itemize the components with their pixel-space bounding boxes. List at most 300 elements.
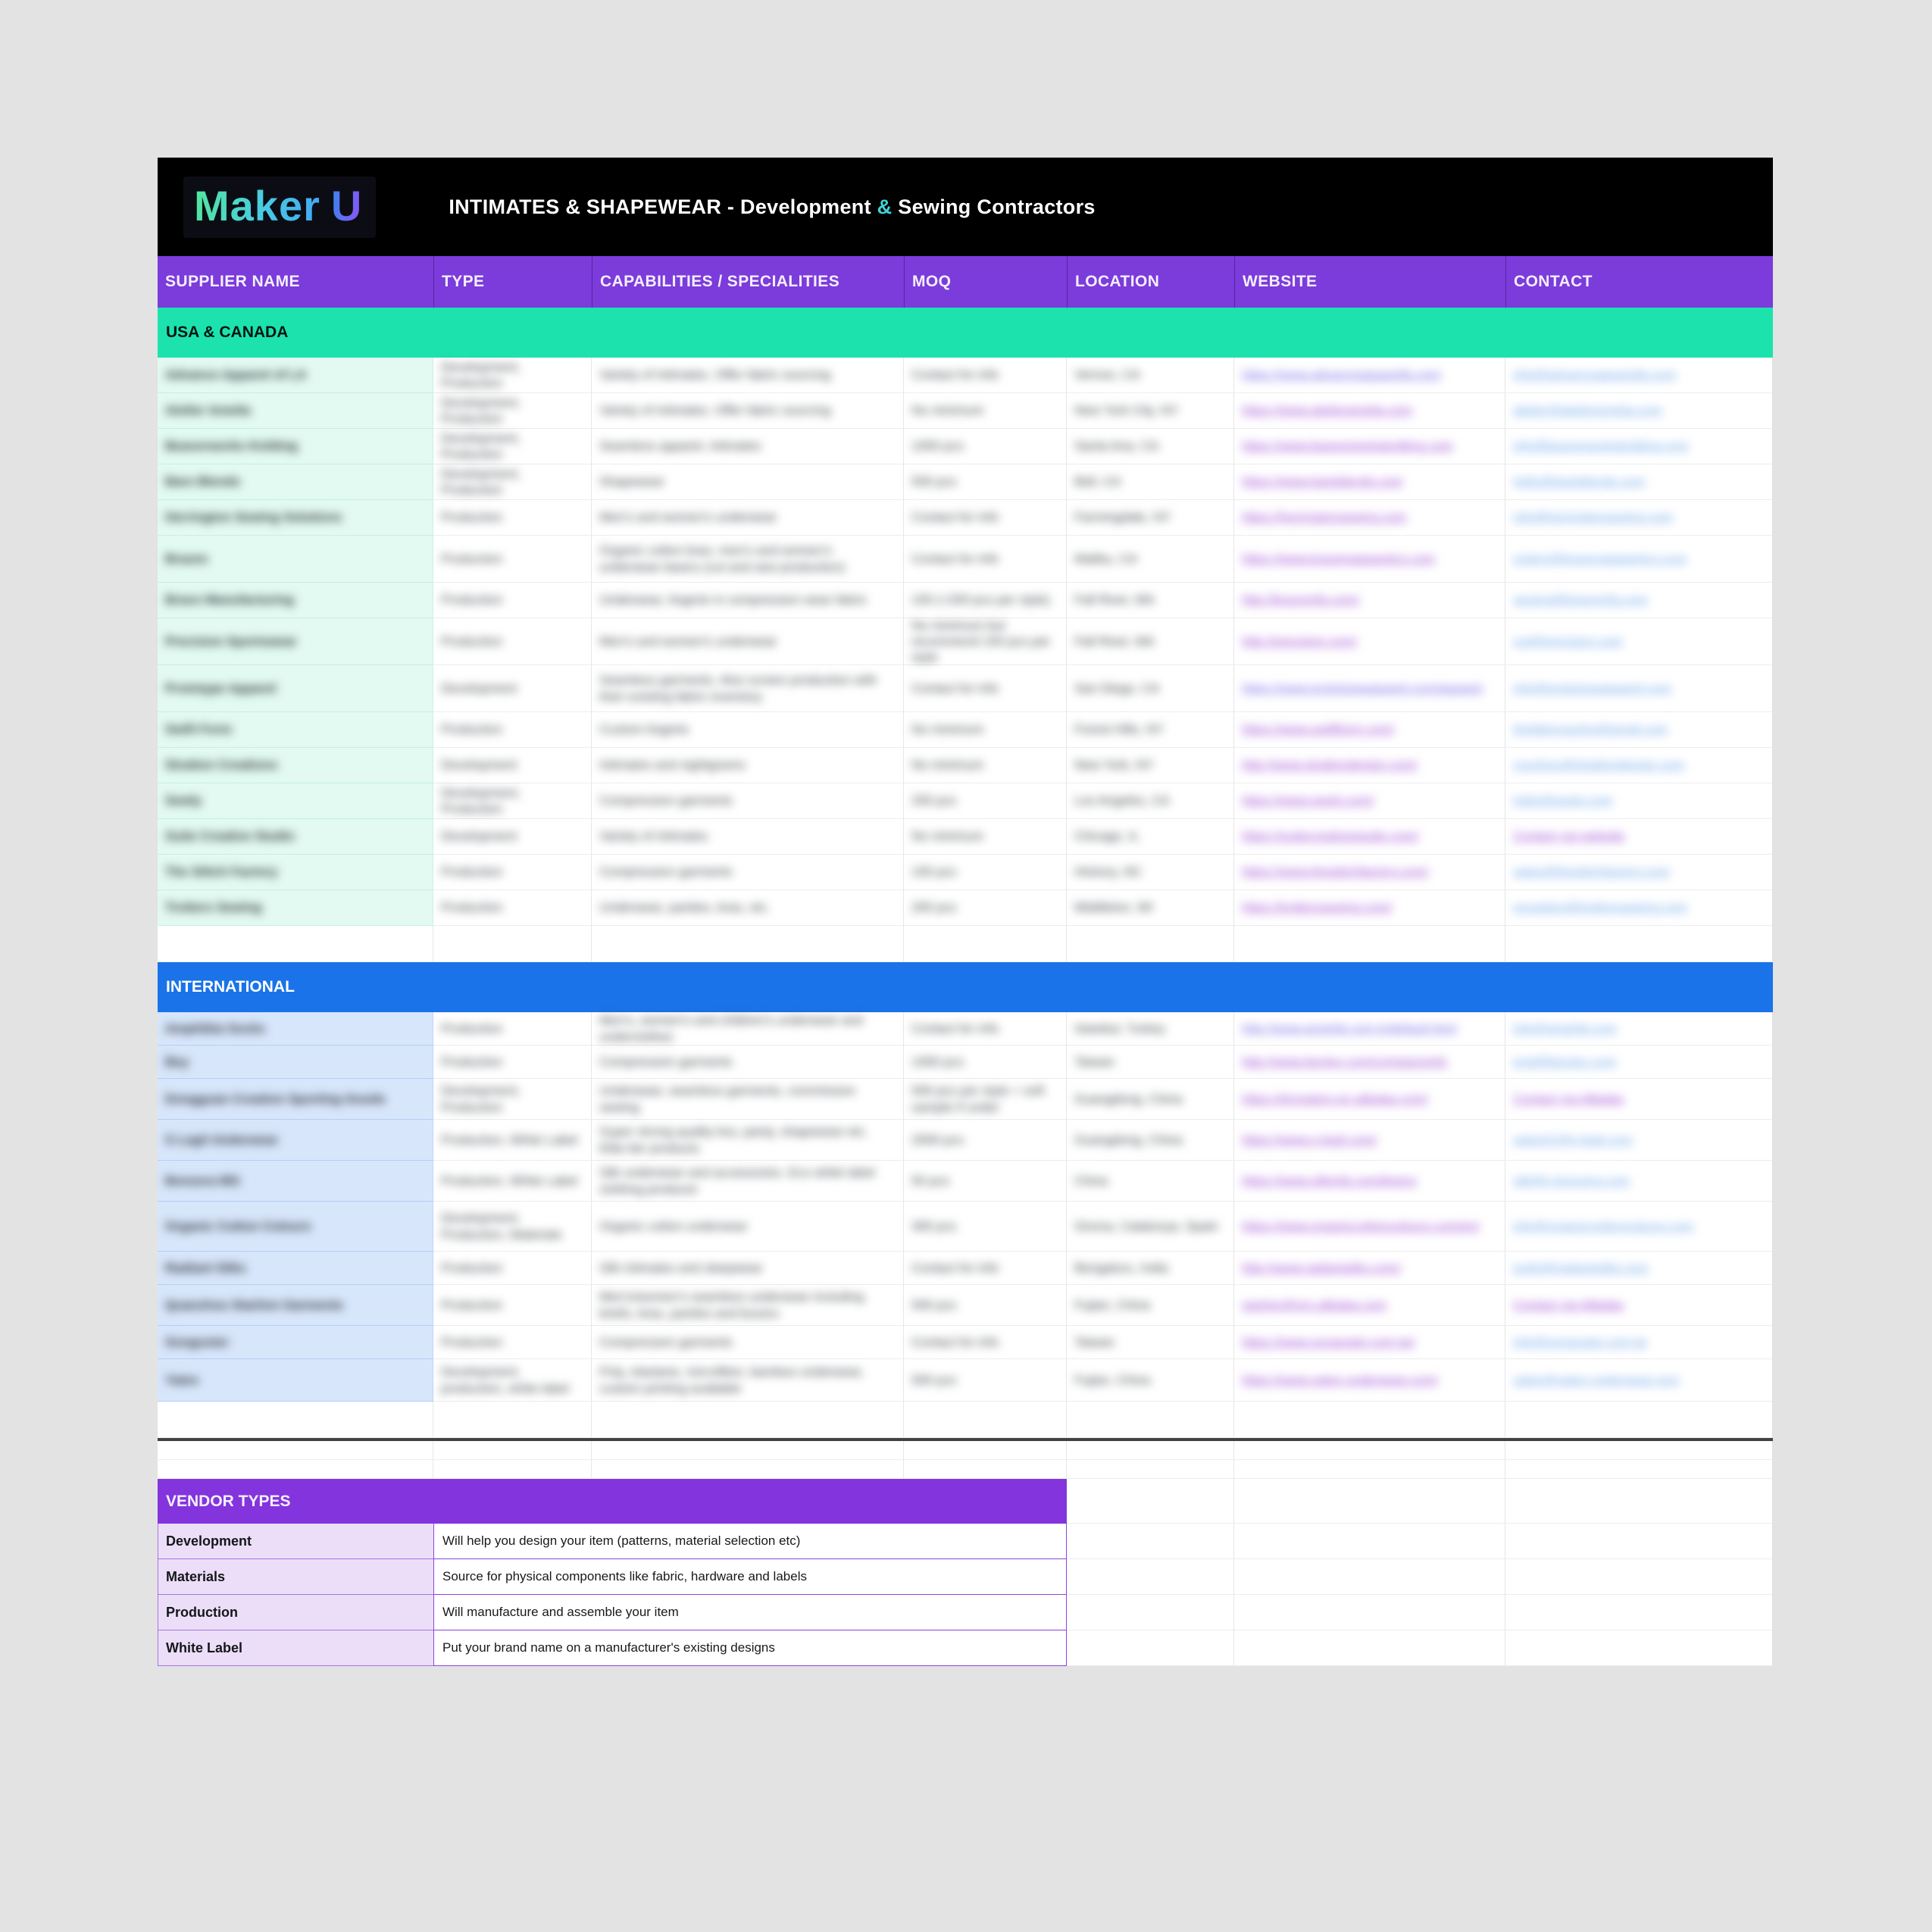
- cell-text: 200 pcs: [911, 900, 957, 915]
- empty-row: [1067, 1595, 1773, 1630]
- cell-type: [433, 1046, 592, 1079]
- empty-cell: [904, 1441, 1067, 1460]
- supplier-name-text: Bonzera MG: [165, 1173, 241, 1188]
- website-link[interactable]: http://www.beytex.com/companyinfo: [1242, 1054, 1448, 1069]
- cell-capabilities: [592, 890, 904, 926]
- website-link[interactable]: http://www.strattondesign.com/: [1242, 758, 1418, 773]
- cell-location: [1067, 665, 1234, 712]
- cell-supplier-name: [158, 464, 433, 500]
- cell-capabilities: [592, 1326, 904, 1359]
- cell-moq: [904, 1202, 1067, 1252]
- contact-link[interactable]: info@amphib.com: [1513, 1021, 1618, 1036]
- cell-website: [1234, 1252, 1505, 1285]
- cell-text: 100 (+200 pcs per style): [911, 592, 1050, 608]
- international-rows-group: [158, 1012, 1773, 1402]
- empty-cell: [1067, 1479, 1234, 1524]
- supplier-row: [158, 1252, 1773, 1285]
- website-link[interactable]: https://www.thestitchfactory.com/: [1242, 864, 1429, 880]
- supplier-row: [158, 665, 1773, 712]
- cell-location: [1067, 890, 1234, 926]
- website-link[interactable]: https://www.songoster.com.tw/: [1242, 1334, 1415, 1349]
- empty-cell: [592, 1402, 904, 1438]
- cell-contact: [1505, 855, 1773, 890]
- empty-cell: [1234, 1402, 1505, 1438]
- website-link[interactable]: https://www.sewly.com/: [1242, 793, 1374, 808]
- cell-text: Development, Production: [441, 1083, 521, 1114]
- supplier-row: [158, 393, 1773, 429]
- cell-text: Development, Production, Materials: [441, 1211, 562, 1242]
- supplier-name-text: Dongguan Creation Sporting Goods: [165, 1091, 386, 1106]
- cell-location: [1067, 429, 1234, 464]
- cell-capabilities: [592, 393, 904, 429]
- cell-type: [433, 1202, 592, 1252]
- website-link[interactable]: https://herringtonsewing.com: [1242, 510, 1407, 525]
- empty-cell: [1067, 1559, 1234, 1595]
- cell-text: Fall River, MA: [1074, 592, 1155, 608]
- contact-link[interactable]: cut@precision.com: [1513, 633, 1623, 649]
- contact-link[interactable]: info@organiccottoncolours.com: [1513, 1218, 1694, 1233]
- contact-link[interactable]: Contact via Alibaba: [1513, 1297, 1624, 1312]
- cell-text: Istanbul, Turkey: [1074, 1021, 1166, 1036]
- cell-moq: [904, 464, 1067, 500]
- vendor-type-description: Source for physical components like fabric, hardware and labels: [433, 1559, 1067, 1595]
- column-header-website: WEBSITE: [1234, 256, 1505, 308]
- empty-cell: [1234, 926, 1505, 962]
- cell-location: [1067, 1252, 1234, 1285]
- empty-cell: [1234, 1595, 1505, 1630]
- cell-text: 2000 pcs: [911, 1132, 964, 1147]
- cell-website: [1234, 890, 1505, 926]
- column-header-contact: CONTACT: [1505, 256, 1773, 308]
- cell-supplier-name: [158, 748, 433, 783]
- cell-text: Guangdong, China: [1074, 1091, 1183, 1106]
- cell-location: [1067, 536, 1234, 583]
- cell-supplier-name: [158, 393, 433, 429]
- cell-contact: [1505, 1012, 1773, 1046]
- cell-supplier-name: [158, 665, 433, 712]
- empty-cell: [1234, 1479, 1505, 1524]
- spreadsheet: [158, 158, 1773, 1666]
- cell-text: 300 pcs: [911, 1218, 957, 1233]
- cell-contact: [1505, 1326, 1773, 1359]
- website-link[interactable]: https://dcreation.en.alibaba.com/: [1242, 1091, 1428, 1106]
- brand-logo: [183, 177, 376, 238]
- cell-location: [1067, 1326, 1234, 1359]
- cell-contact: [1505, 665, 1773, 712]
- cell-text: 500 pcs: [911, 1297, 957, 1312]
- cell-location: [1067, 1202, 1234, 1252]
- cell-supplier-name: [158, 1202, 433, 1252]
- cell-website: [1234, 1079, 1505, 1120]
- section-band-vendor-types: [158, 1479, 1067, 1524]
- cell-supplier-name: [158, 1046, 433, 1079]
- cell-text: Fall River, MA: [1074, 633, 1155, 649]
- cell-type: [433, 393, 592, 429]
- cell-text: Underwear, panties, bras, etc.: [599, 900, 771, 915]
- cell-moq: [904, 1359, 1067, 1402]
- cell-text: 250 pcs: [911, 793, 957, 808]
- contact-link[interactable]: silk@s-bonzera.com: [1513, 1173, 1630, 1188]
- cell-text: Contact for info: [911, 551, 999, 566]
- column-header-location: LOCATION: [1067, 256, 1234, 308]
- sheet-title-pre: INTIMATES & SHAPEWEAR - Development: [449, 195, 877, 218]
- cell-location: [1067, 393, 1234, 429]
- cell-text: Production: [441, 1334, 503, 1349]
- cell-contact: [1505, 500, 1773, 536]
- cell-capabilities: [592, 429, 904, 464]
- supplier-name-text: Bravo Manufacturing: [165, 592, 295, 608]
- supplier-row: [158, 819, 1773, 855]
- cell-text: Men's, women's and children's underwear and underclothes: [599, 1013, 864, 1044]
- cell-capabilities: [592, 665, 904, 712]
- cell-moq: [904, 712, 1067, 748]
- website-link[interactable]: https://www.yatex-underwear.com/: [1242, 1372, 1438, 1387]
- cell-contact: [1505, 536, 1773, 583]
- contact-link[interactable]: info@beaverworksknitting.com: [1513, 439, 1689, 454]
- contact-link[interactable]: atelier@atelieramelia.com: [1513, 403, 1662, 418]
- website-link[interactable]: https://www.bareblends.com: [1242, 474, 1403, 489]
- contact-link[interactable]: jordi@beytex.com: [1513, 1054, 1617, 1069]
- cell-text: Contact for info: [911, 510, 999, 525]
- cell-text: Production: [441, 551, 503, 566]
- cell-text: Production: [441, 1021, 503, 1036]
- cell-text: Farmingdale, NY: [1074, 510, 1171, 525]
- cell-location: [1067, 748, 1234, 783]
- empty-cell: [1505, 1630, 1773, 1666]
- cell-type: [433, 1079, 592, 1120]
- empty-cell: [1505, 1559, 1773, 1595]
- cell-supplier-name: [158, 1079, 433, 1120]
- cell-type: [433, 464, 592, 500]
- cell-supplier-name: [158, 1161, 433, 1202]
- cell-text: Compression garments: [599, 793, 733, 808]
- supplier-name-text: Amphibia Socks: [165, 1021, 266, 1036]
- cell-capabilities: [592, 1252, 904, 1285]
- cell-text: Production: [441, 1054, 503, 1069]
- cell-contact: [1505, 358, 1773, 393]
- column-header-row: [158, 256, 1773, 308]
- vendor-types-band-label: VENDOR TYPES: [166, 1492, 291, 1510]
- cell-website: [1234, 1202, 1505, 1252]
- sheet-title-ampersand: &: [877, 195, 893, 218]
- contact-link[interactable]: jyothi@radiantsilks.com: [1513, 1260, 1649, 1275]
- cell-moq: [904, 583, 1067, 618]
- cell-moq: [904, 783, 1067, 819]
- cell-location: [1067, 500, 1234, 536]
- empty-cell: [1234, 1441, 1505, 1460]
- cell-type: [433, 665, 592, 712]
- brand-logo-maker: Maker: [194, 181, 320, 230]
- empty-cell: [1234, 1630, 1505, 1666]
- cell-location: [1067, 1161, 1234, 1202]
- cell-capabilities: [592, 1285, 904, 1326]
- cell-type: [433, 429, 592, 464]
- cell-capabilities: [592, 783, 904, 819]
- cell-website: [1234, 819, 1505, 855]
- cell-text: Taiwan: [1074, 1334, 1114, 1349]
- cell-website: [1234, 358, 1505, 393]
- supplier-name-text: Songoster: [165, 1334, 230, 1349]
- cell-moq: [904, 618, 1067, 665]
- cell-capabilities: [592, 712, 904, 748]
- website-link[interactable]: http://www.radiantsilks.com/: [1242, 1260, 1401, 1275]
- contact-link[interactable]: thefabricworks@gmail.com: [1513, 722, 1668, 737]
- cell-website: [1234, 748, 1505, 783]
- cell-contact: [1505, 1285, 1773, 1326]
- cell-location: [1067, 1285, 1234, 1326]
- cell-type: [433, 1252, 592, 1285]
- website-link[interactable]: https://www.advanceapparella.com: [1242, 367, 1441, 383]
- supplier-name-text: Bey: [165, 1054, 189, 1069]
- cell-text: Development, Production: [441, 785, 521, 816]
- contact-link[interactable]: hello@bareblends.com: [1513, 474, 1646, 489]
- cell-text: Production: [441, 1260, 503, 1275]
- cell-text: Development: [441, 829, 517, 844]
- cell-text: Silk underwear and accessories. Eco white label clothing producer: [599, 1165, 875, 1196]
- cell-contact: [1505, 393, 1773, 429]
- website-link[interactable]: http://precision.com/: [1242, 633, 1358, 649]
- supplier-name-text: Organic Cotton Colours: [165, 1218, 311, 1233]
- cell-location: [1067, 783, 1234, 819]
- supplier-row: [158, 500, 1773, 536]
- cell-text: Custom lingerie: [599, 722, 689, 737]
- contact-link[interactable]: reception@trotterssewing.com: [1513, 900, 1687, 915]
- cell-text: Poly, elastane, microfibre, bamboo underwear, custom printing available: [599, 1365, 864, 1396]
- cell-website: [1234, 1359, 1505, 1402]
- supplier-name-text: Swift Form: [165, 722, 232, 737]
- contact-link[interactable]: info@songoster.com.tw: [1513, 1334, 1647, 1349]
- contact-link[interactable]: info@herringtonsewing.com: [1513, 510, 1673, 525]
- supplier-row: [158, 890, 1773, 926]
- cell-supplier-name: [158, 712, 433, 748]
- empty-cell: [1067, 1524, 1234, 1559]
- cell-text: Production: [441, 592, 503, 608]
- brand-logo-u: U: [330, 181, 363, 230]
- cell-capabilities: [592, 358, 904, 393]
- empty-cell: [433, 1441, 592, 1460]
- supplier-row: [158, 1161, 1773, 1202]
- cell-moq: [904, 358, 1067, 393]
- cell-text: Men's and women's underwear: [599, 633, 777, 649]
- empty-cell: [1505, 1460, 1773, 1479]
- cell-moq: [904, 1120, 1067, 1161]
- website-link[interactable]: https://www.s-legit.com/: [1242, 1132, 1377, 1147]
- cell-text: Organic cotton underwear: [599, 1218, 748, 1233]
- cell-text: Underwear, lingerie in compression wear fabric: [599, 592, 868, 608]
- pre-vendor-spacer-group: [158, 1402, 1773, 1479]
- vendor-type-name: Development: [158, 1524, 433, 1559]
- supplier-name-text: Yatex: [165, 1372, 199, 1387]
- cell-text: Chicago, IL: [1074, 829, 1140, 844]
- cell-text: Fujian, China: [1074, 1297, 1151, 1312]
- cell-text: Shapewear: [599, 474, 665, 489]
- cell-website: [1234, 500, 1505, 536]
- vendor-type-name: White Label: [158, 1630, 433, 1666]
- website-link[interactable]: https://www.prototypeapparel.com/apparel: [1242, 680, 1483, 696]
- cell-supplier-name: [158, 1326, 433, 1359]
- cell-text: Bengaluru, India: [1074, 1260, 1168, 1275]
- cell-website: [1234, 665, 1505, 712]
- empty-cell: [592, 1460, 904, 1479]
- supplier-name-text: Brazen: [165, 551, 208, 566]
- cell-moq: [904, 819, 1067, 855]
- cell-text: Silk intimates and sleepwear: [599, 1260, 763, 1275]
- app-header: [158, 158, 1773, 256]
- contact-link[interactable]: sales01@s-legit.com: [1513, 1132, 1633, 1147]
- supplier-name-text: Suite Creative Studio: [165, 829, 295, 844]
- cell-capabilities: [592, 1359, 904, 1402]
- cell-supplier-name: [158, 1285, 433, 1326]
- cell-type: [433, 1285, 592, 1326]
- cell-text: Contact for info: [911, 1334, 999, 1349]
- cell-text: No minimum: [911, 403, 984, 418]
- supplier-name-text: Precision Sportswear: [165, 633, 297, 649]
- cell-contact: [1505, 583, 1773, 618]
- cell-moq: [904, 1079, 1067, 1120]
- cell-website: [1234, 618, 1505, 665]
- cell-location: [1067, 819, 1234, 855]
- supplier-row: [158, 1012, 1773, 1046]
- supplier-row: [158, 429, 1773, 464]
- cell-text: New York City, NY: [1074, 403, 1179, 418]
- website-link[interactable]: https://trotterssewing.com/: [1242, 900, 1393, 915]
- cell-moq: [904, 536, 1067, 583]
- website-link[interactable]: https://www.organiccottoncolours.com/en/: [1242, 1218, 1480, 1233]
- cell-text: Production: [441, 900, 503, 915]
- empty-row: [1067, 1630, 1773, 1666]
- empty-cell: [1067, 1441, 1234, 1460]
- vendor-type-row: [158, 1595, 1067, 1630]
- cell-moq: [904, 1326, 1067, 1359]
- website-link[interactable]: https://www.beaverworksknitting.com: [1242, 439, 1453, 454]
- cell-text: Production, White Label: [441, 1132, 578, 1147]
- cell-text: Production: [441, 864, 503, 880]
- section-band-usa-label: USA & CANADA: [166, 324, 289, 341]
- cell-text: 500 pcs per style + soft sample if under: [911, 1083, 1045, 1114]
- supplier-row: [158, 748, 1773, 783]
- cell-text: Production: [441, 722, 503, 737]
- cell-type: [433, 1161, 592, 1202]
- cell-location: [1067, 583, 1234, 618]
- cell-text: Malibu, CA: [1074, 551, 1138, 566]
- website-link[interactable]: http://www.amphib.com.tr/default.html: [1242, 1021, 1457, 1036]
- cell-text: Guangdong, China: [1074, 1132, 1183, 1147]
- supplier-name-text: Trotters Sewing: [165, 900, 262, 915]
- cell-location: [1067, 464, 1234, 500]
- empty-cell: [433, 1402, 592, 1438]
- cell-moq: [904, 1046, 1067, 1079]
- cell-website: [1234, 1046, 1505, 1079]
- supplier-row: [158, 358, 1773, 393]
- cell-text: Girona, Catalunya, Spain: [1074, 1218, 1218, 1233]
- cell-moq: [904, 890, 1067, 926]
- supplier-row: [158, 1359, 1773, 1402]
- cell-text: Organic cotton bras, men's and women's underwear basics (cut and sew production): [599, 543, 846, 574]
- cell-text: Development, Production: [441, 395, 521, 426]
- contact-link[interactable]: sewing@bravomfg.com: [1513, 592, 1648, 608]
- contact-link[interactable]: Contact via website: [1513, 829, 1625, 844]
- cell-supplier-name: [158, 1252, 433, 1285]
- cell-text: Santa Ana, CA: [1074, 439, 1159, 454]
- cell-type: [433, 1326, 592, 1359]
- cell-text: Production: [441, 633, 503, 649]
- cell-moq: [904, 500, 1067, 536]
- cell-text: 500 pcs: [911, 1372, 957, 1387]
- website-link[interactable]: starlion@xm.alibaba.com: [1242, 1297, 1387, 1312]
- cell-capabilities: [592, 1161, 904, 1202]
- cell-text: Compression garments: [599, 864, 733, 880]
- cell-supplier-name: [158, 500, 433, 536]
- cell-type: [433, 583, 592, 618]
- contact-link[interactable]: info@prototypeapparel.com: [1513, 680, 1672, 696]
- empty-cell: [904, 1460, 1067, 1479]
- cell-supplier-name: [158, 783, 433, 819]
- website-link[interactable]: https://www.silkmfg.com/linens: [1242, 1173, 1417, 1188]
- cell-moq: [904, 1161, 1067, 1202]
- website-link[interactable]: https://www.brazenapparelco.com: [1242, 551, 1436, 566]
- supplier-row: [158, 712, 1773, 748]
- cell-supplier-name: [158, 429, 433, 464]
- usa-rows-group: [158, 358, 1773, 962]
- supplier-row: [158, 464, 1773, 500]
- cell-contact: [1505, 712, 1773, 748]
- cell-text: China: [1074, 1173, 1108, 1188]
- empty-cell: [158, 1460, 433, 1479]
- cell-contact: [1505, 1046, 1773, 1079]
- empty-cell: [1067, 1402, 1234, 1438]
- supplier-name-text: The Stitch Factory: [165, 864, 278, 880]
- cell-location: [1067, 618, 1234, 665]
- supplier-row: [158, 855, 1773, 890]
- cell-contact: [1505, 464, 1773, 500]
- cell-supplier-name: [158, 618, 433, 665]
- cell-text: Underwear, seamless garments, commission sewing: [599, 1083, 856, 1114]
- website-link[interactable]: http://bravomfg.com/: [1242, 592, 1359, 608]
- website-link[interactable]: https://www.atelieramelia.com: [1242, 403, 1412, 418]
- section-band-usa-canada: [158, 308, 1773, 358]
- empty-cell: [1505, 1479, 1773, 1524]
- cell-type: [433, 890, 592, 926]
- website-link[interactable]: https://www.swiftform.com/: [1242, 722, 1395, 737]
- cell-location: [1067, 358, 1234, 393]
- cell-type: [433, 855, 592, 890]
- contact-link[interactable]: orders@brazenapparelco.com: [1513, 551, 1687, 566]
- cell-text: Seamless apparel, intimates: [599, 439, 761, 454]
- cell-text: Development, Production: [441, 359, 521, 390]
- empty-cell: [1505, 1402, 1773, 1438]
- contact-link[interactable]: hello@sewly.com: [1513, 793, 1613, 808]
- contact-link[interactable]: sales@yatex-underwear.com: [1513, 1372, 1680, 1387]
- cell-type: [433, 748, 592, 783]
- sheet-title: [449, 195, 1095, 219]
- contact-link[interactable]: Contact via Alibaba: [1513, 1091, 1624, 1106]
- cell-text: Compression garments: [599, 1334, 733, 1349]
- supplier-row: [158, 1120, 1773, 1161]
- contact-link[interactable]: courtney@strattondesign.com: [1513, 758, 1685, 773]
- contact-link[interactable]: sales@thestitchfactory.com: [1513, 864, 1670, 880]
- contact-link[interactable]: info@advanceapparella.com: [1513, 367, 1677, 383]
- vendor-type-row: [158, 1524, 1067, 1559]
- cell-website: [1234, 712, 1505, 748]
- empty-cell: [158, 926, 433, 962]
- cell-contact: [1505, 1359, 1773, 1402]
- supplier-row: [158, 1046, 1773, 1079]
- website-link[interactable]: https://suitecreativestudio.com/: [1242, 829, 1419, 844]
- cell-location: [1067, 1046, 1234, 1079]
- cell-moq: [904, 393, 1067, 429]
- empty-row: [158, 926, 1773, 962]
- cell-text: Development, Production: [441, 430, 521, 461]
